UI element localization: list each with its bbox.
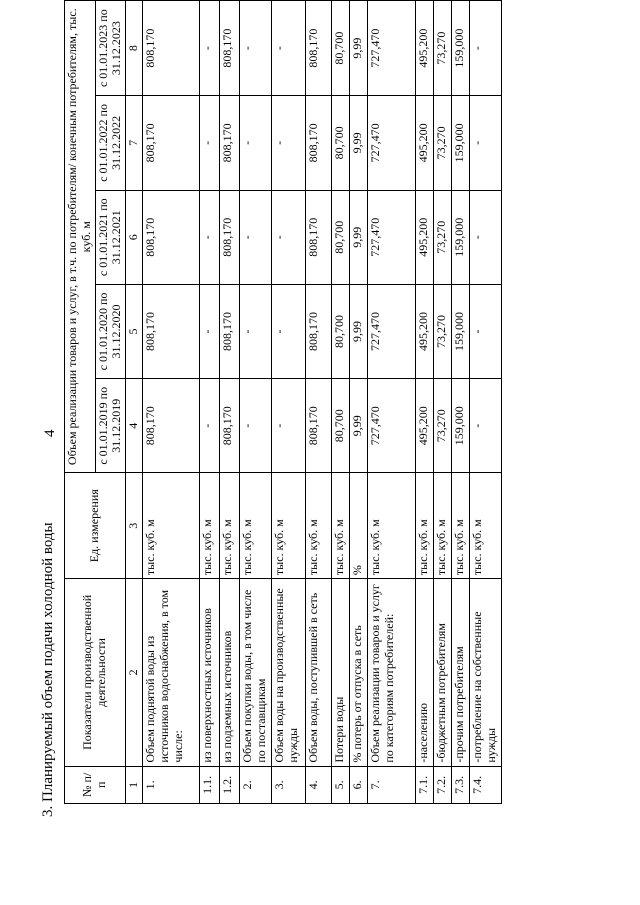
row-value: 80,700 xyxy=(331,96,349,190)
row-value: 808,170 xyxy=(219,379,239,473)
row-value: 808,170 xyxy=(305,1,331,96)
section-title: 3. Планируемый объем подачи холодной воды xyxy=(40,522,56,817)
row-indicator: % потерь от отпуска в сеть xyxy=(349,579,367,767)
row-value: - xyxy=(271,284,305,378)
row-value: 159,000 xyxy=(451,190,469,284)
row-value: 9,99 xyxy=(349,284,367,378)
row-value: 808,170 xyxy=(305,284,331,378)
row-unit: тыс. куб. м xyxy=(142,473,199,579)
row-number: 6. xyxy=(349,766,367,803)
row-value: 808,170 xyxy=(142,379,199,473)
row-number: 1. xyxy=(142,766,199,803)
row-number: 7.1. xyxy=(415,766,433,803)
row-value: 727,470 xyxy=(367,96,415,190)
water-supply-table xyxy=(64,0,502,804)
row-value: - xyxy=(199,1,219,96)
row-unit: тыс. куб. м xyxy=(305,473,331,579)
table-header xyxy=(65,1,126,804)
table-row xyxy=(219,1,239,804)
table-body xyxy=(142,1,501,804)
row-value: 808,170 xyxy=(305,379,331,473)
row-value: 727,470 xyxy=(367,379,415,473)
header-indicator: Показатели производственной деятельности xyxy=(65,579,126,767)
row-indicator: Объем воды на производственные нужды xyxy=(271,579,305,767)
row-number: 1.2. xyxy=(219,766,239,803)
row-value: - xyxy=(271,96,305,190)
row-value: - xyxy=(199,379,219,473)
row-value: 159,000 xyxy=(451,284,469,378)
row-value: - xyxy=(239,284,271,378)
row-value: - xyxy=(239,190,271,284)
table-row xyxy=(469,1,501,804)
row-indicator: -прочим потребителям xyxy=(451,579,469,767)
row-value: 808,170 xyxy=(305,190,331,284)
row-value: 808,170 xyxy=(142,1,199,96)
row-value: - xyxy=(199,190,219,284)
row-number: 1.1. xyxy=(199,766,219,803)
row-number: 3. xyxy=(271,766,305,803)
row-indicator: из подземных источников xyxy=(219,579,239,767)
row-value: 80,700 xyxy=(331,190,349,284)
row-value: 808,170 xyxy=(219,1,239,96)
row-value: 73,270 xyxy=(433,190,451,284)
row-unit: тыс. куб. м xyxy=(331,473,349,579)
row-value: 495,200 xyxy=(415,284,433,378)
row-value: 73,270 xyxy=(433,284,451,378)
row-unit: тыс. куб. м xyxy=(239,473,271,579)
row-indicator: Потери воды xyxy=(331,579,349,767)
row-indicator: Объем реализации товаров и услуг по категориям потребителей: xyxy=(367,579,415,767)
row-value: 9,99 xyxy=(349,1,367,96)
row-value: - xyxy=(239,96,271,190)
column-number: 1 xyxy=(126,766,143,803)
row-unit: тыс. куб. м xyxy=(433,473,451,579)
row-value: - xyxy=(271,190,305,284)
row-value: - xyxy=(469,190,501,284)
column-number: 6 xyxy=(126,190,143,284)
row-value: 80,700 xyxy=(331,284,349,378)
row-unit: тыс. куб. м xyxy=(199,473,219,579)
row-value: 808,170 xyxy=(142,284,199,378)
row-value: - xyxy=(239,1,271,96)
column-number: 4 xyxy=(126,379,143,473)
row-indicator: -населению xyxy=(415,579,433,767)
row-value: 727,470 xyxy=(367,1,415,96)
row-value: 727,470 xyxy=(367,190,415,284)
column-number: 3 xyxy=(126,473,143,579)
row-value: 808,170 xyxy=(142,96,199,190)
table-row xyxy=(271,1,305,804)
row-value: 9,99 xyxy=(349,379,367,473)
header-period: с 01.01.2021 по 31.12.2021 xyxy=(95,190,126,284)
row-value: 80,700 xyxy=(331,379,349,473)
row-unit: тыс. куб. м xyxy=(469,473,501,579)
table-row xyxy=(349,1,367,804)
row-unit: тыс. куб. м xyxy=(271,473,305,579)
row-value: 808,170 xyxy=(219,190,239,284)
row-unit: % xyxy=(349,473,367,579)
row-value: 159,000 xyxy=(451,379,469,473)
row-value: 495,200 xyxy=(415,1,433,96)
row-indicator: Объем покупки воды, в том числе по поставщикам xyxy=(239,579,271,767)
row-value: 159,000 xyxy=(451,96,469,190)
row-value: - xyxy=(199,96,219,190)
row-value: 727,470 xyxy=(367,284,415,378)
row-value: 9,99 xyxy=(349,190,367,284)
row-value: 495,200 xyxy=(415,190,433,284)
table-row xyxy=(331,1,349,804)
header-unit: Ед. измерения xyxy=(65,473,126,579)
row-indicator: Объем воды, поступившей в сеть xyxy=(305,579,331,767)
row-value: 495,200 xyxy=(415,96,433,190)
column-number: 5 xyxy=(126,284,143,378)
row-unit: тыс. куб. м xyxy=(219,473,239,579)
row-unit: тыс. куб. м xyxy=(415,473,433,579)
row-indicator: -потребление на собственные нужды xyxy=(469,579,501,767)
column-number: 8 xyxy=(126,1,143,96)
table-row xyxy=(451,1,469,804)
row-value: - xyxy=(469,1,501,96)
row-value: 808,170 xyxy=(219,284,239,378)
row-value: 73,270 xyxy=(433,379,451,473)
header-no: № п/п xyxy=(65,766,126,803)
column-number: 7 xyxy=(126,96,143,190)
table-row xyxy=(433,1,451,804)
row-value: 808,170 xyxy=(219,96,239,190)
row-value: - xyxy=(199,284,219,378)
row-value: 73,270 xyxy=(433,1,451,96)
row-number: 5. xyxy=(331,766,349,803)
row-indicator: из поверхностных источников xyxy=(199,579,219,767)
row-number: 7. xyxy=(367,766,415,803)
row-value: 80,700 xyxy=(331,1,349,96)
row-value: 808,170 xyxy=(142,190,199,284)
row-number: 4. xyxy=(305,766,331,803)
row-value: 159,000 xyxy=(451,1,469,96)
table-row xyxy=(239,1,271,804)
table-row xyxy=(367,1,415,804)
column-numbers-row xyxy=(126,1,143,804)
row-number: 7.4. xyxy=(469,766,501,803)
row-value: - xyxy=(271,379,305,473)
row-indicator: -бюджетным потребителям xyxy=(433,579,451,767)
row-value: 808,170 xyxy=(305,96,331,190)
row-value: 495,200 xyxy=(415,379,433,473)
header-period: с 01.01.2020 по 31.12.2020 xyxy=(95,284,126,378)
header-period: с 01.01.2023 по 31.12.2023 xyxy=(95,1,126,96)
row-value: - xyxy=(469,284,501,378)
page-number: 4 xyxy=(42,429,58,437)
row-value: - xyxy=(469,379,501,473)
row-indicator: Объем поднятой воды из источников водоснабжения, в том числе: xyxy=(142,579,199,767)
row-unit: тыс. куб. м xyxy=(367,473,415,579)
row-number: 2. xyxy=(239,766,271,803)
row-number: 7.3. xyxy=(451,766,469,803)
table-row xyxy=(142,1,199,804)
row-value: 9,99 xyxy=(349,96,367,190)
column-number: 2 xyxy=(126,579,143,767)
header-period: с 01.01.2022 по 31.12.2022 xyxy=(95,96,126,190)
table-row xyxy=(415,1,433,804)
row-value: - xyxy=(469,96,501,190)
header-group: Объем реализации товаров и услуг, в т.ч. по потребителям/ конечным потребителям, тыс. куб. м xyxy=(65,1,96,473)
table-row xyxy=(199,1,219,804)
row-number: 7.2. xyxy=(433,766,451,803)
header-period: с 01.01.2019 по 31.12.2019 xyxy=(95,379,126,473)
row-value: - xyxy=(239,379,271,473)
table-row xyxy=(305,1,331,804)
row-value: 73,270 xyxy=(433,96,451,190)
row-value: - xyxy=(271,1,305,96)
row-unit: тыс. куб. м xyxy=(451,473,469,579)
